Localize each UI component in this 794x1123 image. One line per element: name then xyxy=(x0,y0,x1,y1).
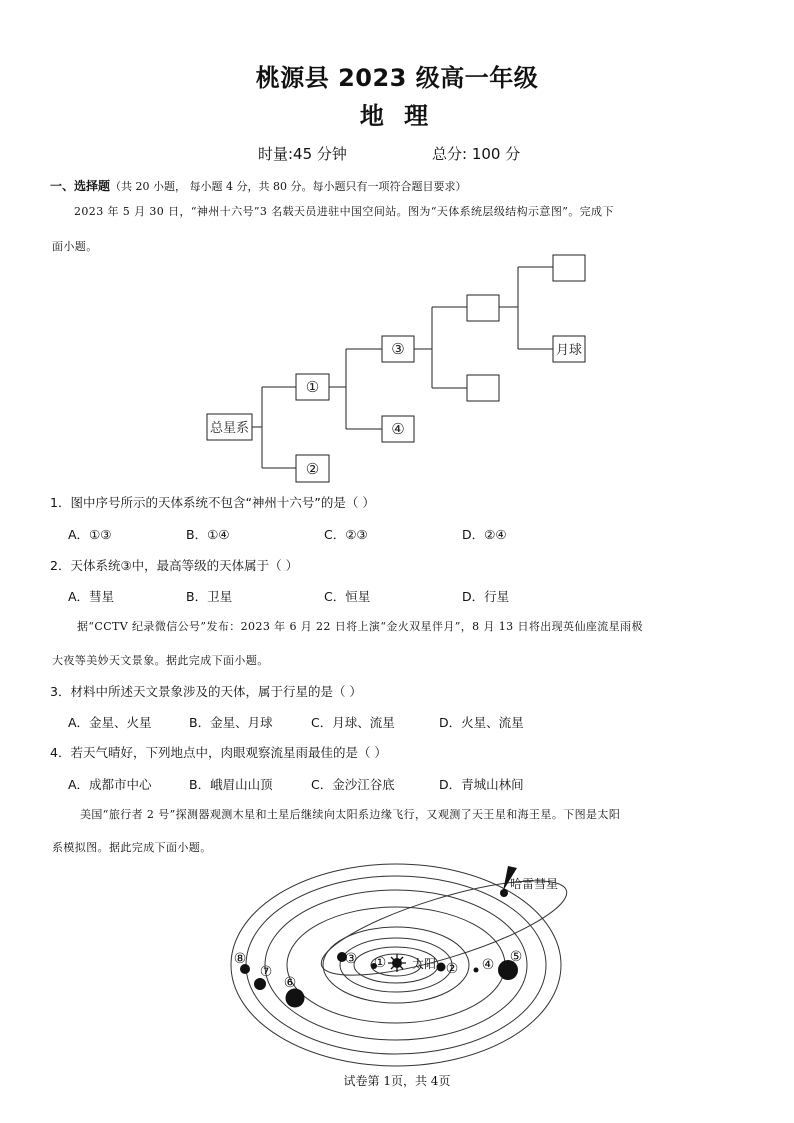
planet-6 xyxy=(286,989,305,1008)
passage2-line1: 据“CCTV 纪录微信公号”发布：2023 年 6 月 22 日将上演“金火双星伴月”，8 月 13 日将出现英仙座流星雨极 xyxy=(77,620,643,633)
passage2-line2: 大夜等美妙天文景象。据此完成下面小题。 xyxy=(52,654,269,667)
question-4-option-b[interactable]: B．峨眉山山顶 xyxy=(189,777,273,792)
question-1-stem: 1．图中序号所示的天体系统不包含“神州十六号”的是（ ） xyxy=(50,495,375,510)
question-3-option-d[interactable]: D．火星、流星 xyxy=(439,715,524,730)
subject-title: 地 理 xyxy=(359,102,435,130)
planet-2-label: ② xyxy=(445,961,459,977)
question-2-option-d[interactable]: D．行星 xyxy=(462,589,510,604)
question-4-option-a[interactable]: A．成都市中心 xyxy=(68,777,152,792)
node-root-label: 总星系 xyxy=(209,421,250,436)
section-note: （共 20 小题， 每小题 4 分，共 80 分。每小题只有一项符合题目要求） xyxy=(110,180,467,193)
planet-5-label: ⑤ xyxy=(509,949,523,965)
section-heading-label: 一、选择题 xyxy=(50,179,111,193)
question-2-option-c[interactable]: C．恒星 xyxy=(324,589,371,604)
total-score: 总分: 100 分 xyxy=(432,145,521,163)
node-1-label: ① xyxy=(305,378,320,396)
question-1-option-b[interactable]: B．①④ xyxy=(186,527,230,542)
planet-4-label: ④ xyxy=(481,957,495,973)
passage1-line1: 2023 年 5 月 30 日，“神州十六号”3 名载天员进驻中国空间站。图为“天体系统层级结构示意图”。完成下 xyxy=(74,205,614,218)
planet-1-label: ① xyxy=(373,955,387,971)
planet-7-label: ⑦ xyxy=(259,964,273,980)
node-3-label: ③ xyxy=(391,340,405,358)
node-4-label: ④ xyxy=(391,420,405,438)
question-1-option-c[interactable]: C．②③ xyxy=(324,527,368,542)
time-limit: 时量:45 分钟 xyxy=(258,145,347,163)
question-2-option-b[interactable]: B．卫星 xyxy=(186,589,233,604)
planet-6-label: ⑥ xyxy=(283,975,297,991)
comet-head xyxy=(500,889,508,897)
planet-3-label: ③ xyxy=(344,951,358,967)
page-footer: 试卷第 1页，共 4页 xyxy=(343,1074,451,1088)
question-1-option-a[interactable]: A．①③ xyxy=(68,527,112,542)
node-2-label: ② xyxy=(305,460,320,478)
question-2-option-a[interactable]: A．彗星 xyxy=(68,589,115,604)
question-4-option-d[interactable]: D．青城山林间 xyxy=(439,777,524,792)
question-2-stem: 2．天体系统③中，最高等级的天体属于（ ） xyxy=(50,558,299,573)
sun-label: 太阳 xyxy=(411,957,437,971)
passage1-line2: 面小题。 xyxy=(52,240,98,253)
planet-4 xyxy=(474,968,479,973)
question-3-stem: 3．材料中所述天文景象涉及的天体，属于行星的是（ ） xyxy=(50,684,362,699)
question-3-option-c[interactable]: C．月球、流星 xyxy=(311,715,395,730)
comet-label: 哈雷彗星 xyxy=(510,877,559,891)
question-3-option-b[interactable]: B．金星、月球 xyxy=(189,715,273,730)
node-moon-label: 月球 xyxy=(555,343,583,358)
planet-2 xyxy=(437,963,446,972)
exam-title: 桃源县 2023 级高一年级 xyxy=(255,64,539,92)
passage3-line2: 系模拟图。据此完成下面小题。 xyxy=(52,841,212,854)
question-3-option-a[interactable]: A．金星、火星 xyxy=(68,715,152,730)
question-4-option-c[interactable]: C．金沙江谷底 xyxy=(311,777,395,792)
passage3-line1: 美国“旅行者 2 号”探测器观测木星和土星后继续向太阳系边缘飞行，又观测了天王星和海王星。下图是太阳 xyxy=(80,808,621,821)
question-4-stem: 4．若天气晴好，下列地点中，肉眼观察流星雨最佳的是（ ） xyxy=(50,745,387,760)
question-1-option-d[interactable]: D．②④ xyxy=(462,527,507,542)
planet-8-label: ⑧ xyxy=(233,951,247,967)
